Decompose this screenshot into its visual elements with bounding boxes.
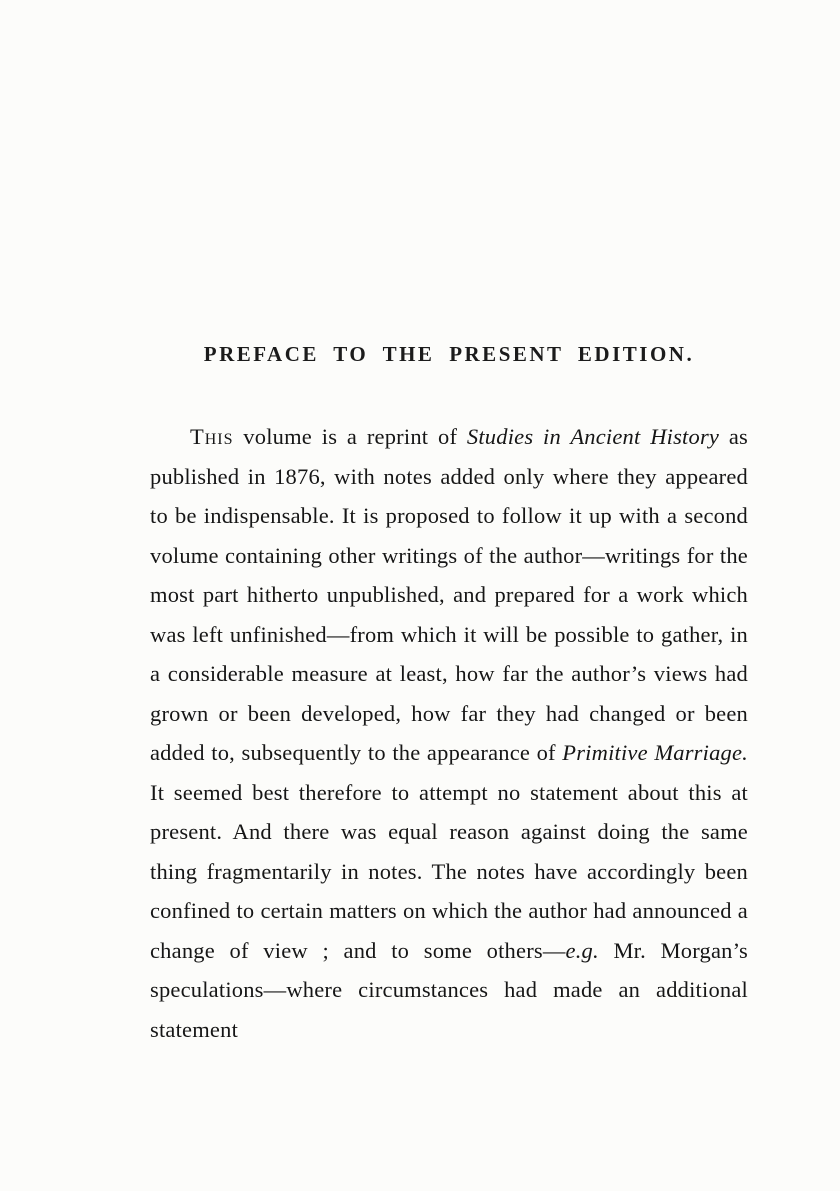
paragraph-segment: volume is a reprint of [233, 424, 467, 449]
italic-abbreviation: e.g. [565, 937, 599, 963]
italic-book-title: Studies in Ancient History [466, 424, 720, 449]
paragraph-segment: as published in 1876, with notes added only where they appeared to be indispensable. It is proposed to follow it up with a second volume containing other writings of the author—writings for the most part hitherto unpublished, and prepared for a work which was left unfinished—from which it will be possible to gather, in a considerable measure at least, how far the author’s views had grown or been developed, how far they had changed or been added to, subsequently to the appearance of [150, 424, 749, 765]
paragraph-segment: It seemed best therefore to attempt no statement about this at present. And there was equal reason against doing the same thing fragmentarily in notes. The notes have accordingly been confined to certain matters on which the author had announced a change of view ; and to some others— [150, 779, 748, 963]
italic-book-title: Primitive Marriage. [562, 740, 748, 765]
body-paragraph [150, 417, 748, 1049]
page-heading: PREFACE TO THE PRESENT EDITION. [203, 342, 695, 366]
paragraph-segment: Mr. Morgan’s speculations—where circumstances had made an additional statement [150, 937, 748, 1042]
lead-word-smallcaps: This [190, 424, 234, 449]
page-content [150, 342, 748, 1072]
